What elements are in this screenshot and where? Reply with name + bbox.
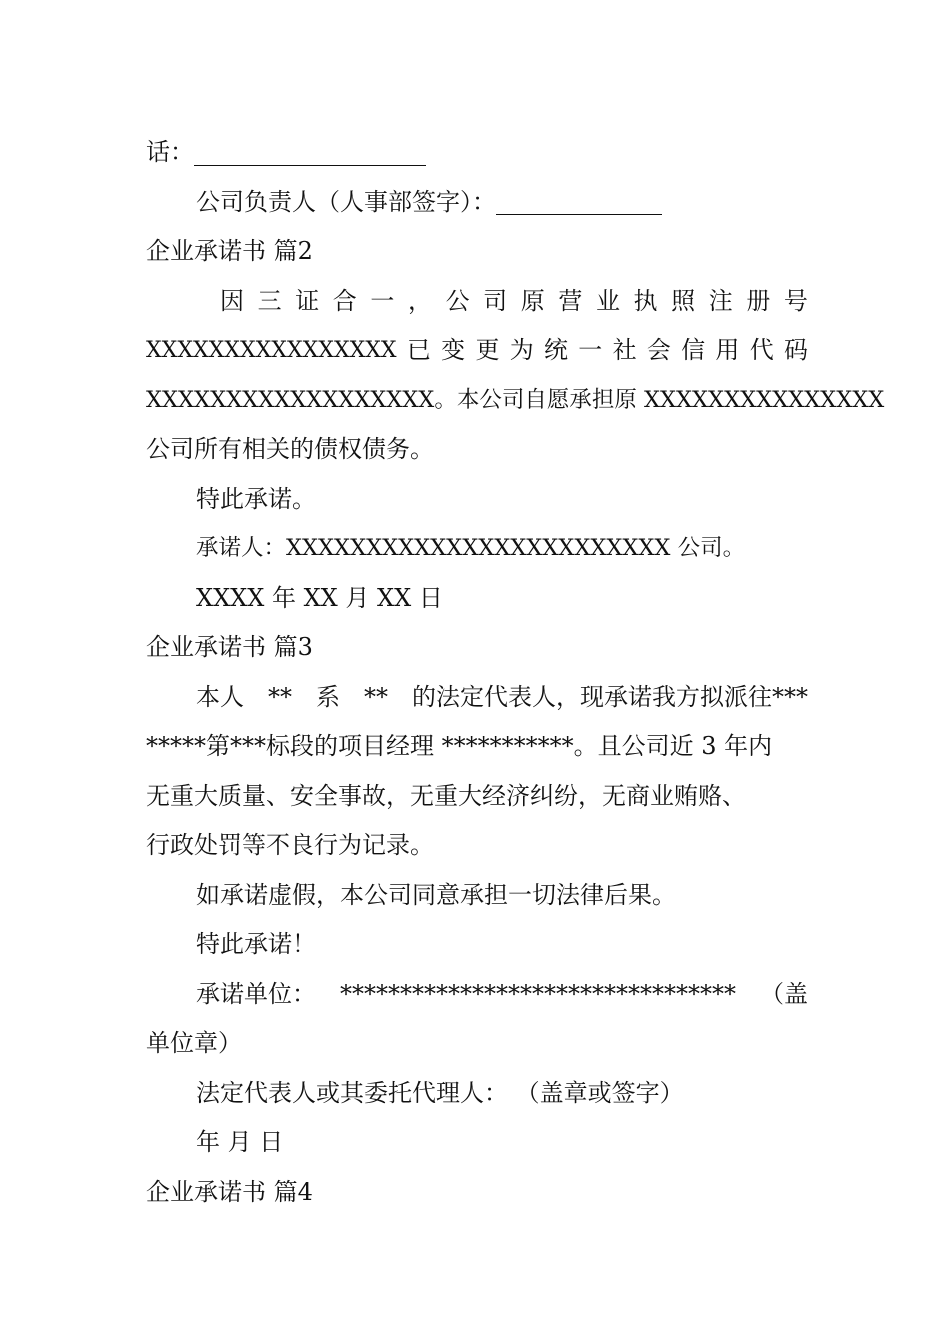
unit-seal-note: （盖 bbox=[760, 979, 808, 1008]
s3-paragraph-line-2: *****第***标段的项目经理 ***********。且公司近 3 年内 bbox=[146, 732, 773, 760]
char: 号 bbox=[783, 286, 808, 315]
char: 社 bbox=[612, 336, 637, 364]
text-segment: ** bbox=[268, 682, 292, 711]
char: 公 bbox=[445, 286, 470, 315]
head-sign-line bbox=[146, 178, 808, 228]
char: 原 bbox=[520, 286, 545, 315]
char: 一 bbox=[370, 286, 395, 315]
char: 信 bbox=[681, 336, 706, 364]
s3-representative: 法定代表人或其委托代理人： （盖章或签字） bbox=[196, 1078, 684, 1107]
char: 会 bbox=[646, 336, 671, 364]
section-heading-4: 企业承诺书 篇4 bbox=[146, 1177, 313, 1206]
char: 码 bbox=[783, 336, 808, 364]
char: 照 bbox=[671, 286, 696, 315]
registration-number: XXXXXXXXXXXXXXXX bbox=[146, 338, 397, 363]
s3-liability: 如承诺虚假，本公司同意承担一切法律后果。 bbox=[196, 880, 676, 909]
char: 一 bbox=[578, 336, 603, 364]
s2-paragraph-line-2 bbox=[146, 326, 808, 376]
phone-blank bbox=[194, 135, 426, 166]
s2-paragraph-line-4: 公司所有相关的债权债务。 bbox=[146, 435, 434, 463]
phone-line bbox=[146, 128, 808, 178]
head-sign-label: 公司负责人（人事部签字）： bbox=[196, 187, 496, 216]
section-heading-2: 企业承诺书 篇2 bbox=[146, 237, 313, 265]
char: 司 bbox=[483, 286, 508, 315]
char: 合 bbox=[332, 286, 357, 315]
char: 三 bbox=[257, 286, 282, 315]
s2-promisor: 承诺人：XXXXXXXXXXXXXXXXXXXXXXXX 公司。 bbox=[196, 535, 746, 561]
unit-label: 承诺单位： bbox=[196, 979, 316, 1008]
head-sign-blank bbox=[496, 184, 662, 215]
char: ， bbox=[407, 286, 432, 315]
char: 证 bbox=[295, 286, 320, 315]
section-heading-3: 企业承诺书 篇3 bbox=[146, 633, 313, 661]
s2-paragraph-line-3: XXXXXXXXXXXXXXXXXX。本公司自愿承担原 XXXXXXXXXXXXXXX bbox=[146, 386, 885, 413]
text-segment: ** bbox=[364, 682, 388, 711]
char: 已 bbox=[406, 336, 431, 364]
char: 注 bbox=[708, 286, 733, 315]
char: 业 bbox=[595, 286, 620, 315]
text-segment: 的法定代表人，现承诺我方拟派往*** bbox=[412, 682, 808, 711]
s3-paragraph-line-4: 行政处罚等不良行为记录。 bbox=[146, 831, 434, 859]
char: 更 bbox=[475, 336, 500, 364]
text-segment: 本人 bbox=[196, 682, 244, 711]
char: 代 bbox=[749, 336, 774, 364]
char: 统 bbox=[544, 336, 568, 364]
unit-value: ********************************* bbox=[340, 979, 736, 1008]
s3-closing: 特此承诺！ bbox=[196, 930, 316, 958]
char: 营 bbox=[558, 286, 583, 315]
s3-date: 年 月 日 bbox=[196, 1128, 284, 1156]
s3-paragraph-line-3: 无重大质量、安全事故，无重大经济纠纷，无商业贿赂、 bbox=[146, 781, 746, 810]
s3-unit-line-1 bbox=[146, 970, 808, 1020]
char: 变 bbox=[441, 336, 466, 364]
char: 执 bbox=[633, 286, 658, 315]
s3-paragraph-line-1 bbox=[146, 673, 808, 723]
s2-paragraph-line-1 bbox=[146, 277, 808, 327]
char: 为 bbox=[509, 336, 534, 364]
char: 用 bbox=[715, 336, 740, 364]
char: 册 bbox=[746, 286, 771, 315]
char: 因 bbox=[220, 286, 244, 315]
phone-label: 话： bbox=[146, 138, 194, 166]
s2-closing: 特此承诺。 bbox=[196, 484, 316, 513]
s3-unit-line-2: 单位章） bbox=[146, 1029, 242, 1057]
s2-date: XXXX 年 XX 月 XX 日 bbox=[196, 583, 443, 612]
document-page bbox=[146, 128, 885, 1217]
text-segment: 系 bbox=[316, 682, 340, 711]
